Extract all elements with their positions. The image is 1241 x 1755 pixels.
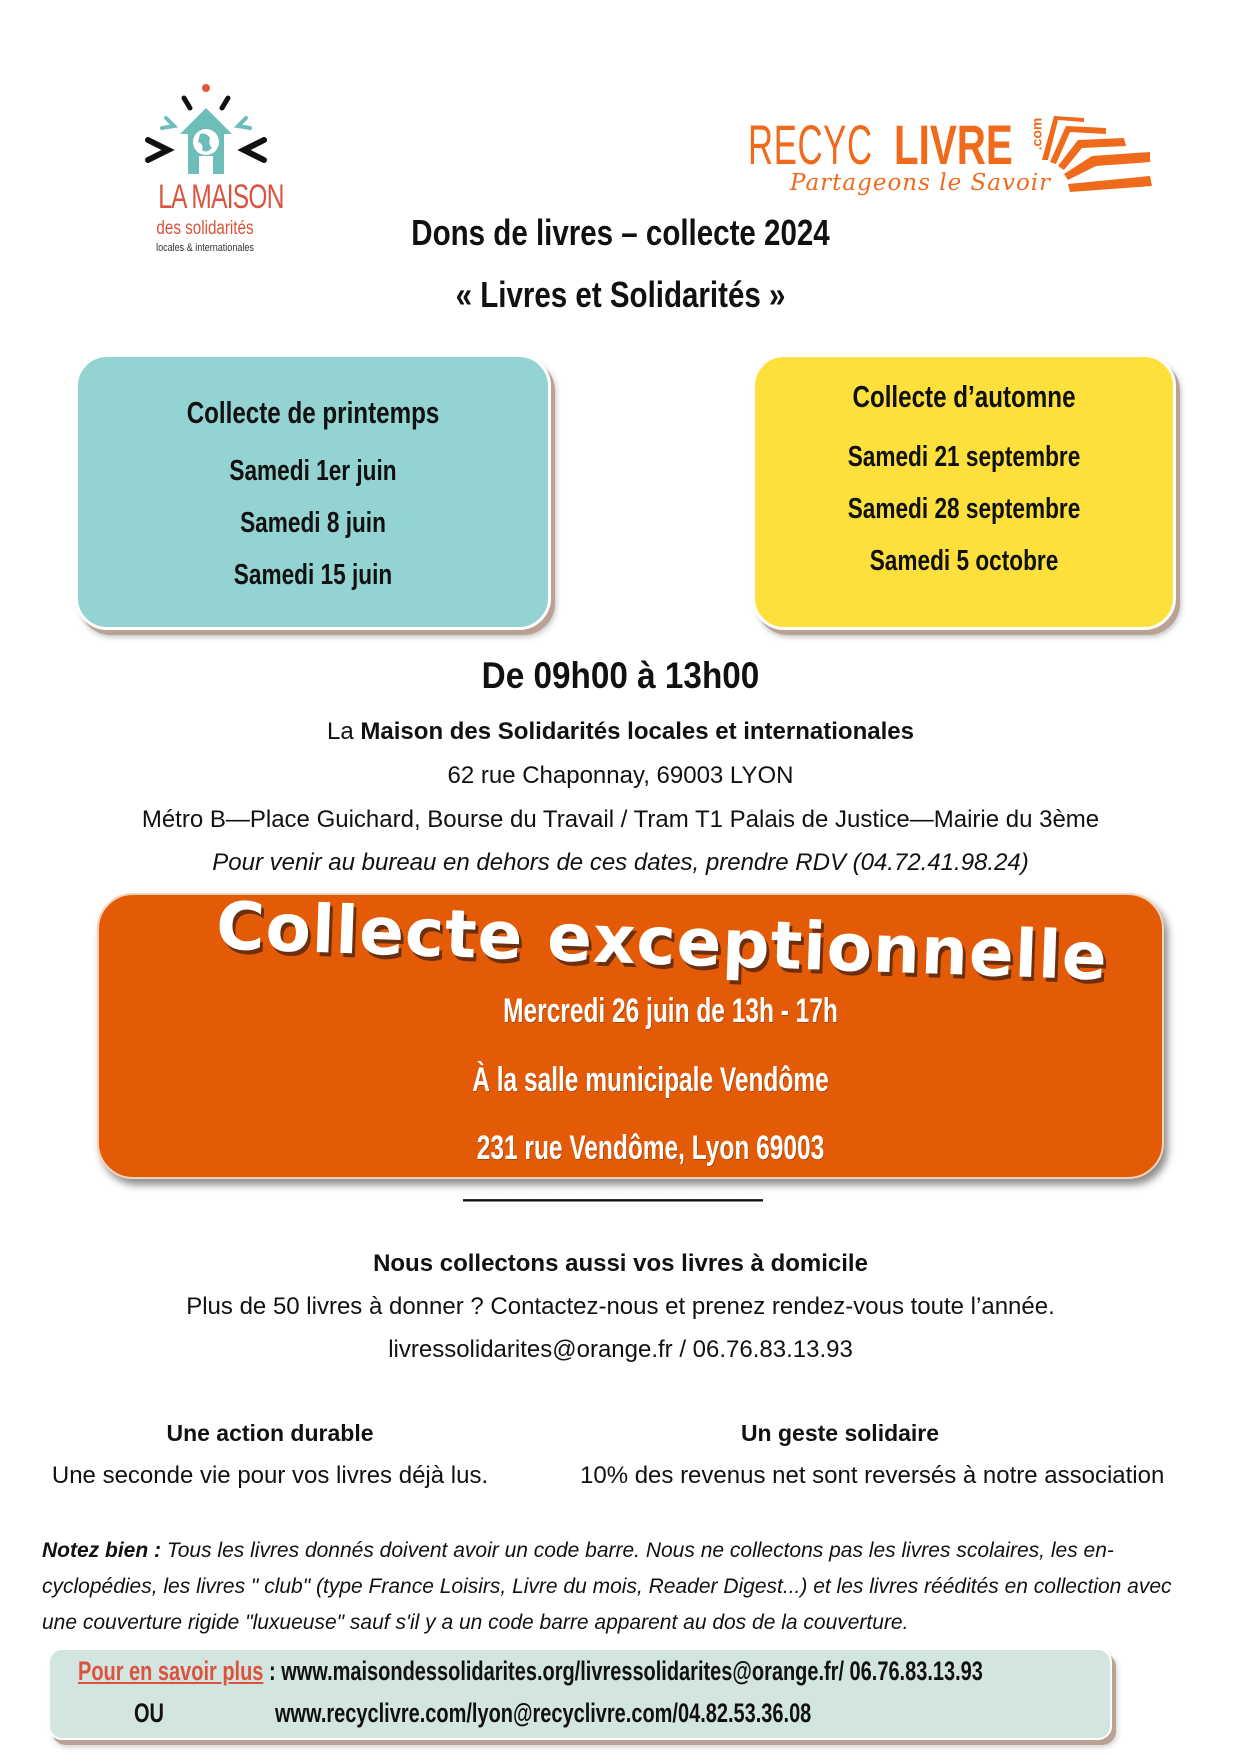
benefit-text: Une seconde vie pour vos livres déjà lus. <box>51 1462 489 1489</box>
spring-date: Samedi 15 juin <box>233 559 393 591</box>
maison-logo-subtitle: des solidarités <box>156 218 254 239</box>
benefit-text: 10% des revenus net sont reversés à notre association <box>580 1462 1165 1489</box>
spring-date: Samedi 8 juin <box>240 507 386 539</box>
venue-prefix: La <box>327 718 361 745</box>
maison-contact-links[interactable]: www.maisondessolidarites.org/livressolidarites@orange.fr/ 06.76.83.13.93 <box>281 1656 983 1686</box>
transport-info: Métro B—Place Guichard, Bourse du Travail / Tram T1 Palais de Justice—Mairie du 3ème <box>141 806 1100 833</box>
separator: : <box>263 1656 282 1686</box>
spring-date: Samedi 1er juin <box>229 455 397 487</box>
home-collection-description: Plus de 50 livres à donner ? Contactez-nous et prenez rendez-vous toute l’année. <box>186 1293 1055 1320</box>
exceptional-place: À la salle municipale Vendôme <box>472 1061 829 1099</box>
spring-collection-card <box>75 354 551 630</box>
page-subtitle: « Livres et Solidarités » <box>455 274 786 315</box>
note-label: Notez bien : <box>42 1539 161 1562</box>
venue-address: 62 rue Chaponnay, 69003 LYON <box>447 762 794 789</box>
more-info-row-recyclivre <box>134 1698 811 1729</box>
house-globe-icon <box>140 82 270 178</box>
autumn-title: Collecte d’automne <box>852 379 1076 414</box>
autumn-collection-card <box>752 354 1176 630</box>
home-collection-title: Nous collectons aussi vos livres à domicile <box>373 1250 868 1277</box>
recyclivre-contact-links[interactable]: www.recyclivre.com/lyon@recyclivre.com/04.82.53.36.08 <box>274 1698 812 1728</box>
exceptional-title: Collecte exceptionnelle <box>214 887 1110 996</box>
recyclivre-logo-part1: RECYC <box>748 113 873 176</box>
spring-title: Collecte de printemps <box>186 395 440 430</box>
more-info-row-maison <box>78 1656 983 1687</box>
autumn-date: Samedi 21 septembre <box>847 441 1081 473</box>
note-paragraph <box>42 1533 1202 1641</box>
or-label: OU <box>134 1698 164 1728</box>
exceptional-collection-banner <box>97 887 1164 1179</box>
home-collection-contact: livressolidarites@orange.fr / 06.76.83.13.93 <box>388 1336 853 1363</box>
benefit-title: Un geste solidaire <box>740 1420 940 1446</box>
autumn-date: Samedi 28 septembre <box>847 493 1081 525</box>
appointment-info: Pour venir au bureau en dehors de ces dates, prendre RDV (04.72.41.98.24) <box>212 849 1029 876</box>
exceptional-date: Mercredi 26 juin de 13h - 17h <box>503 992 838 1030</box>
recyclivre-tagline: Partageons le Savoir <box>790 170 1052 196</box>
recyclivre-logo <box>748 112 1158 212</box>
section-divider: ————————————— <box>463 1186 762 1213</box>
benefit-title: Une action durable <box>166 1420 374 1446</box>
learn-more-link[interactable]: Pour en savoir plus <box>78 1656 264 1686</box>
page-title: Dons de livres – collecte 2024 <box>411 212 830 253</box>
maison-logo-caption: locales & internationales <box>156 242 254 254</box>
exceptional-address: 231 rue Vendôme, Lyon 69003 <box>476 1129 825 1167</box>
note-text: Tous les livres donnés doivent avoir un code barre. Nous ne collectons pas les livres scolaires, les en-cyclopédies, les livres " club" (type France Loisirs, Livre du mois, Reader Digest...) et les livres réédités en collection avec une couverture rigide "luxueuse" sauf s'il y a un code barre apparent au dos de la couverture. <box>42 1539 1172 1634</box>
venue-name: Maison des Solidarités locales et internationales <box>360 718 914 745</box>
recyclivre-logo-com: .com <box>1028 117 1045 151</box>
open-book-icon <box>1040 112 1160 192</box>
more-info-box <box>48 1648 1112 1740</box>
recyclivre-logo-part2: LIVRE <box>894 113 1013 176</box>
autumn-date: Samedi 5 octobre <box>869 545 1059 577</box>
maison-logo-title: LA MAISON <box>158 178 284 216</box>
venue-line <box>0 718 1241 746</box>
opening-hours: De 09h00 à 13h00 <box>481 655 760 696</box>
